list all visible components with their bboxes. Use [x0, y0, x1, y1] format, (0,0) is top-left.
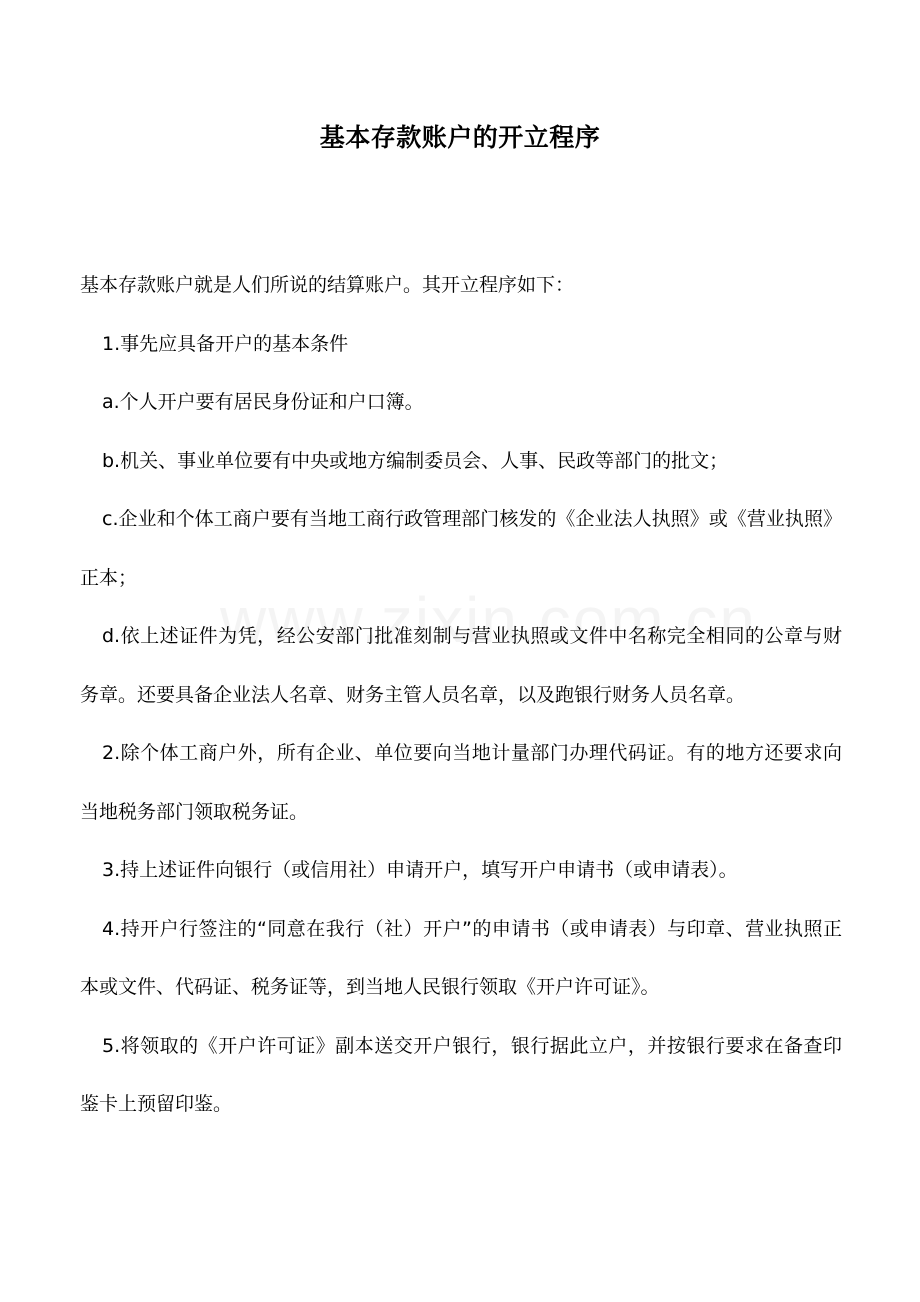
step-4-paragraph: 4.持开户行签注的“同意在我行（社）开户”的申请书（或申请表）与印章、营业执照正本或文件、代码证、税务证等，到当地人民银行领取《开户许可证》。 — [80, 917, 842, 998]
step-1d-paragraph: d.依上述证件为凭，经公安部门批准刻制与营业执照或文件中名称完全相同的公章与财务章。还要具备企业法人名章、财务主管人员名章，以及跑银行财务人员名章。 — [80, 625, 842, 706]
step-5-paragraph: 5.将领取的《开户许可证》副本送交开户银行，银行据此立户，并按银行要求在备查印鉴卡上预留印鉴。 — [80, 1034, 842, 1115]
step-1-paragraph: 1.事先应具备开户的基本条件 — [102, 332, 349, 355]
document-body — [80, 256, 842, 1134]
step-1c-paragraph: c.企业和个体工商户要有当地工商行政管理部门核发的《企业法人执照》或《营业执照》正本； — [80, 508, 842, 589]
step-1b-paragraph: b.机关、事业单位要有中央或地方编制委员会、人事、民政等部门的批文； — [102, 449, 729, 472]
document-title: 基本存款账户的开立程序 — [319, 123, 601, 152]
step-2-paragraph: 2.除个体工商户外，所有企业、单位要向当地计量部门办理代码证。有的地方还要求向当地税务部门领取税务证。 — [80, 742, 842, 823]
intro-paragraph: 基本存款账户就是人们所说的结算账户。其开立程序如下： — [80, 274, 575, 296]
step-3-paragraph: 3.持上述证件向银行（或信用社）申请开户，填写开户申请书（或申请表）。 — [102, 859, 738, 881]
step-1a-paragraph: a.个人开户要有居民身份证和户口簿。 — [102, 391, 424, 413]
